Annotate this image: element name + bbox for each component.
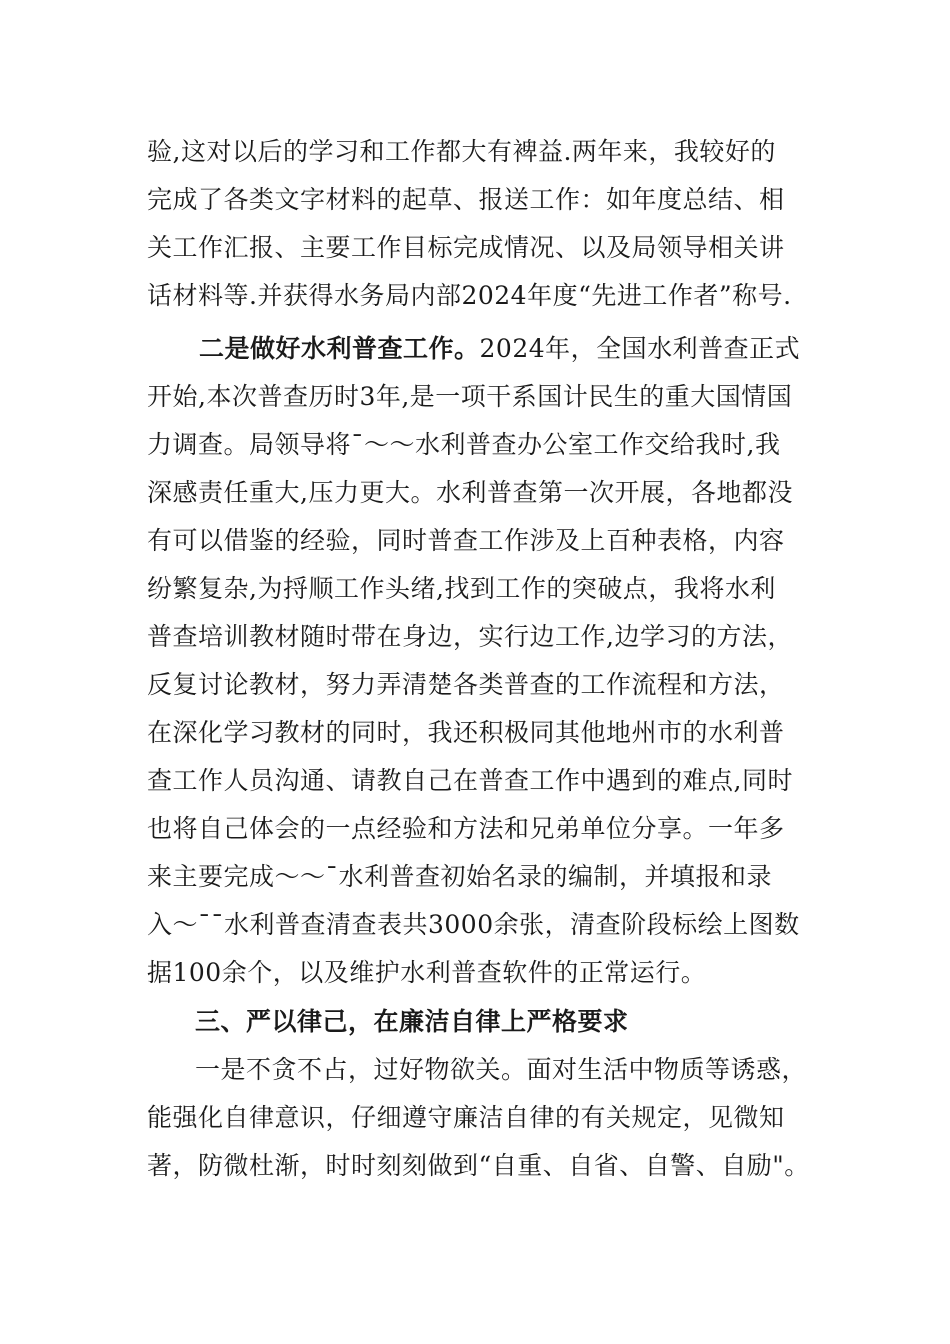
- text-line: 验,这对以后的学习和工作都大有裨益.两年来，我较好的: [147, 137, 776, 166]
- text-line: 入～¯¯水利普查清查表共3000余张，清查阶段标绘上图数: [147, 910, 800, 939]
- text-line: 力调查。局领导将¯～～水利普查办公室工作交给我时,我: [147, 430, 781, 459]
- text-line: 完成了各类文字材料的起草、报送工作：如年度总结、相: [147, 185, 785, 214]
- text-line: 纷繁复杂,为捋顺工作头绪,找到工作的突破点，我将水利: [147, 574, 776, 603]
- text-line: 开始,本次普查历时3年,是一项干系国计民生的重大国情国: [147, 382, 793, 411]
- text-line: 深感责任重大,压力更大。水利普查第一次开展，各地都没: [147, 478, 793, 507]
- text-line: 著，防微杜渐，时时刻刻做到“自重、自省、自警、自励"。: [147, 1151, 810, 1180]
- text-line: 普查培训教材随时带在身边，实行边工作,边学习的方法，: [147, 622, 793, 651]
- text-line: 反复讨论教材，努力弄清楚各类普查的工作流程和方法，: [147, 670, 785, 699]
- text-line: 话材料等.并获得水务局内部2024年度“先进工作者”称号.: [147, 281, 792, 310]
- paragraph-first-line-rest: 2024年，全国水利普查正式: [479, 334, 801, 363]
- text-line: 查工作人员沟通、请教自己在普查工作中遇到的难点,同时: [147, 766, 793, 795]
- text-line: 据100余个，以及维护水利普查软件的正常运行。: [147, 958, 707, 987]
- text-line: 在深化学习教材的同时，我还积极同其他地州市的水利普: [147, 718, 785, 747]
- text-line: 能强化自律意识，仔细遵守廉洁自律的有关规定，见微知: [147, 1103, 785, 1132]
- text-line: 一是不贪不占，过好物欲关。面对生活中物质等诱惑，: [195, 1055, 808, 1084]
- text-line: 来主要完成～～¯水利普查初始名录的编制，并填报和录: [147, 862, 773, 891]
- text-line: 也将自己体会的一点经验和方法和兄弟单位分享。一年多: [147, 814, 785, 843]
- text-line: 有可以借鉴的经验，同时普查工作涉及上百种表格，内容: [147, 526, 785, 555]
- paragraph-first-line: [199, 333, 800, 365]
- text-line: 关工作汇报、主要工作目标完成情况、以及局领导相关讲: [147, 233, 785, 262]
- section-heading: 三、严以律己，在廉洁自律上严格要求: [195, 1007, 629, 1036]
- paragraph-lead-phrase: 二是做好水利普查工作。: [199, 334, 480, 363]
